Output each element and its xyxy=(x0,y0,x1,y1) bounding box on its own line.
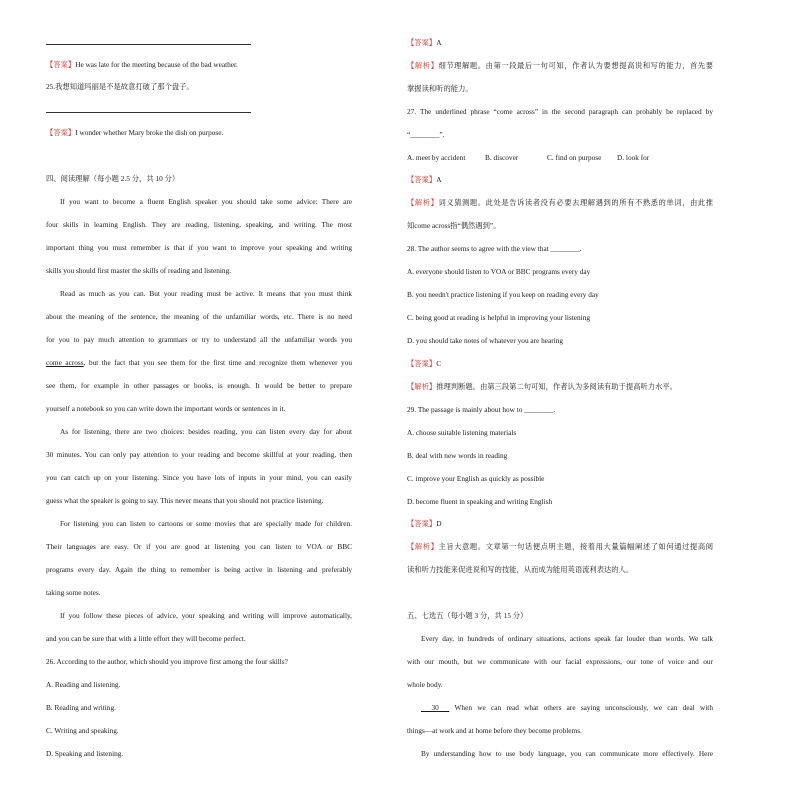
passage-line: taking some notes. xyxy=(46,588,101,597)
option-a: A. choose suitable listening materials xyxy=(407,428,517,437)
answer-label: 【答案】 xyxy=(407,38,437,47)
option-c: C. being good at reading is helpful in improving your listening xyxy=(407,313,591,322)
analysis-label: 【解析】 xyxy=(407,382,437,391)
passage-line: and you can be sure that with a little effort they will become perfect. xyxy=(46,634,246,643)
passage-line: skills you should first master the skills of reading and listening. xyxy=(46,266,232,275)
answer-29: 【答案】D xyxy=(407,519,442,528)
passage-line: come across, but the fact that you see them for the first time and recognize them whenever you xyxy=(46,358,352,367)
passage-line: important thing you must remember is that if you want to improve your speaking and writing xyxy=(46,243,352,252)
section-heading-seven-choose-five: 五、七选五（每小题 3 分，共 15 分） xyxy=(407,611,528,620)
answer-24 xyxy=(46,60,352,70)
analysis-27: 【解析】词义猜测题。此处是告诉读者没有必要去理解遇到的所有不熟悉的单词，由此推 xyxy=(407,198,714,207)
underlined-phrase: come across xyxy=(46,358,84,367)
passage-line: about the meaning of the sentence, the meaning of the unfamiliar words, etc. There is no need xyxy=(46,312,352,321)
analysis-28: 【解析】推理判断题。由第三段第二句可知，作者认为多阅读有助于提高听力水平。 xyxy=(407,382,677,391)
passage-line: four skills in learning English. They are reading, listening, speaking, and writing. The most xyxy=(46,220,352,229)
question-26: 26. According to the author, which should you improve first among the four skills? xyxy=(46,657,288,666)
option-b: B. deal with new words in reading xyxy=(407,451,508,460)
analysis-label: 【解析】 xyxy=(407,542,439,551)
passage-line: things—at work and at home before they become problems. xyxy=(407,726,582,735)
passage-line: with our mouth, but we communicate with our facial expressions, our tone of voice and our xyxy=(407,657,713,666)
analysis-29: 【解析】主旨大意题。文章第一句话便点明主题，接着用大量篇幅阐述了如何通过提高阅 xyxy=(407,542,714,551)
question-29: 29. The passage is mainly about how to ________. xyxy=(407,405,556,414)
question-25: 25.我想知道玛丽是不是故意打破了那个盘子。 xyxy=(46,82,194,91)
analysis-26: 【解析】细节理解题。由第一段最后一句可知，作者认为要想提高说和写的能力，首先要 xyxy=(407,61,714,70)
analysis-line: 读和听力技能来促进说和写的技能，从而成为能用英语流利表达的人。 xyxy=(407,565,634,574)
passage-line: yourself a notebook so you can write down the important words or sentences in it. xyxy=(46,404,286,413)
passage-line: Every day, in hundreds of ordinary situations, actions speak far louder than words. We talk xyxy=(421,634,713,643)
question-27-blank: “________”. xyxy=(407,130,445,139)
passage-line: 30 When we can read what others are saying unconsciously, we can deal with xyxy=(407,703,713,713)
passage-line: Their languages are easy. Or if you are good at listening you can listen to VOA or BBC xyxy=(46,542,352,551)
option-c: C. improve your English as quickly as possible xyxy=(407,474,545,483)
analysis-line: 掌握读和听的能力。 xyxy=(407,84,473,93)
option-a: A. everyone should listen to VOA or BBC programs every day xyxy=(407,267,591,276)
passage-line: for you to pay much attention to grammars or try to understand all the unfamiliar words you xyxy=(46,335,352,344)
answer-label: 【答案】 xyxy=(407,359,437,368)
answer-text: He was late for the meeting because of the bad weather. xyxy=(75,60,238,69)
passage-line: 30 minutes. You can only pay attention to your reading and become skillful at your reading, then xyxy=(46,450,352,459)
answer-label: 【答案】 xyxy=(407,175,437,184)
answer-25 xyxy=(46,128,352,138)
answer-label: 【答案】 xyxy=(407,519,437,528)
option-d: D. become fluent in speaking and writing English xyxy=(407,497,553,506)
option-b: B. you needn't practice listening if you keep on reading every day xyxy=(407,290,599,299)
answer-label: 【答案】 xyxy=(46,60,76,69)
option-c: C. find on purpose xyxy=(547,153,602,162)
option-d: D. Speaking and listening. xyxy=(46,749,124,758)
passage-line: Read as much as you can. But your reading must be active. It means that you must think xyxy=(60,289,352,298)
option-d: D. look for xyxy=(617,153,650,162)
question-27: 27. The underlined phrase “come across” in the second paragraph can probably be replaced by xyxy=(407,107,713,116)
answer-text: I wonder whether Mary broke the dish on purpose. xyxy=(75,128,224,137)
analysis-line: 知come across指“偶然遇到”。 xyxy=(407,221,501,230)
passage-line: For listening you can listen to cartoons or some movies that are specially made for children. xyxy=(60,519,352,528)
passage-line: programs every day. Again the thing to remember is being active in listening and preferably xyxy=(46,565,352,574)
analysis-label: 【解析】 xyxy=(407,61,439,70)
passage-line: whole body. xyxy=(407,680,443,689)
passage-line: By understanding how to use body language, you can communicate more effectively. Here xyxy=(421,749,713,758)
answer-line xyxy=(46,112,251,113)
option-a: A. Reading and listening. xyxy=(46,680,121,689)
passage-line: guess what the speaker is going to say. This never means that you should not practice listening. xyxy=(46,496,324,505)
answer-label: 【答案】 xyxy=(46,128,76,137)
answer-27: 【答案】A xyxy=(407,175,442,184)
section-heading-reading: 四、阅读理解（每小题 2.5 分，共 10 分） xyxy=(46,174,180,183)
passage-line: If you follow these pieces of advice, your speaking and writing will improve automatically, xyxy=(60,611,352,620)
question-28: 28. The author seems to agree with the view that ________. xyxy=(407,244,582,253)
blank-30: 30 xyxy=(431,703,439,712)
passage-line: see them, for example in other passages or books, is enough. It would be better to prepare xyxy=(46,381,352,390)
option-b: B. Reading and writing. xyxy=(46,703,116,712)
answer-26: 【答案】A xyxy=(407,38,442,47)
passage-line: If you want to become a fluent English speaker you should take some advice: There are xyxy=(60,197,352,206)
answer-28: 【答案】C xyxy=(407,359,442,368)
passage-line: As for listening, there are two choices: besides reading, you can listen every day for about xyxy=(60,427,352,436)
option-d: D. you should take notes of whatever you are hearing xyxy=(407,336,564,345)
option-b: B. discover xyxy=(485,153,519,162)
analysis-label: 【解析】 xyxy=(407,198,439,207)
passage-line: you can catch up on your listening. Since you have lots of inputs in your mind, you can easily xyxy=(46,473,352,482)
answer-line xyxy=(46,44,251,45)
option-a: A. meet by accident xyxy=(407,153,466,162)
option-c: C. Writing and speaking. xyxy=(46,726,119,735)
